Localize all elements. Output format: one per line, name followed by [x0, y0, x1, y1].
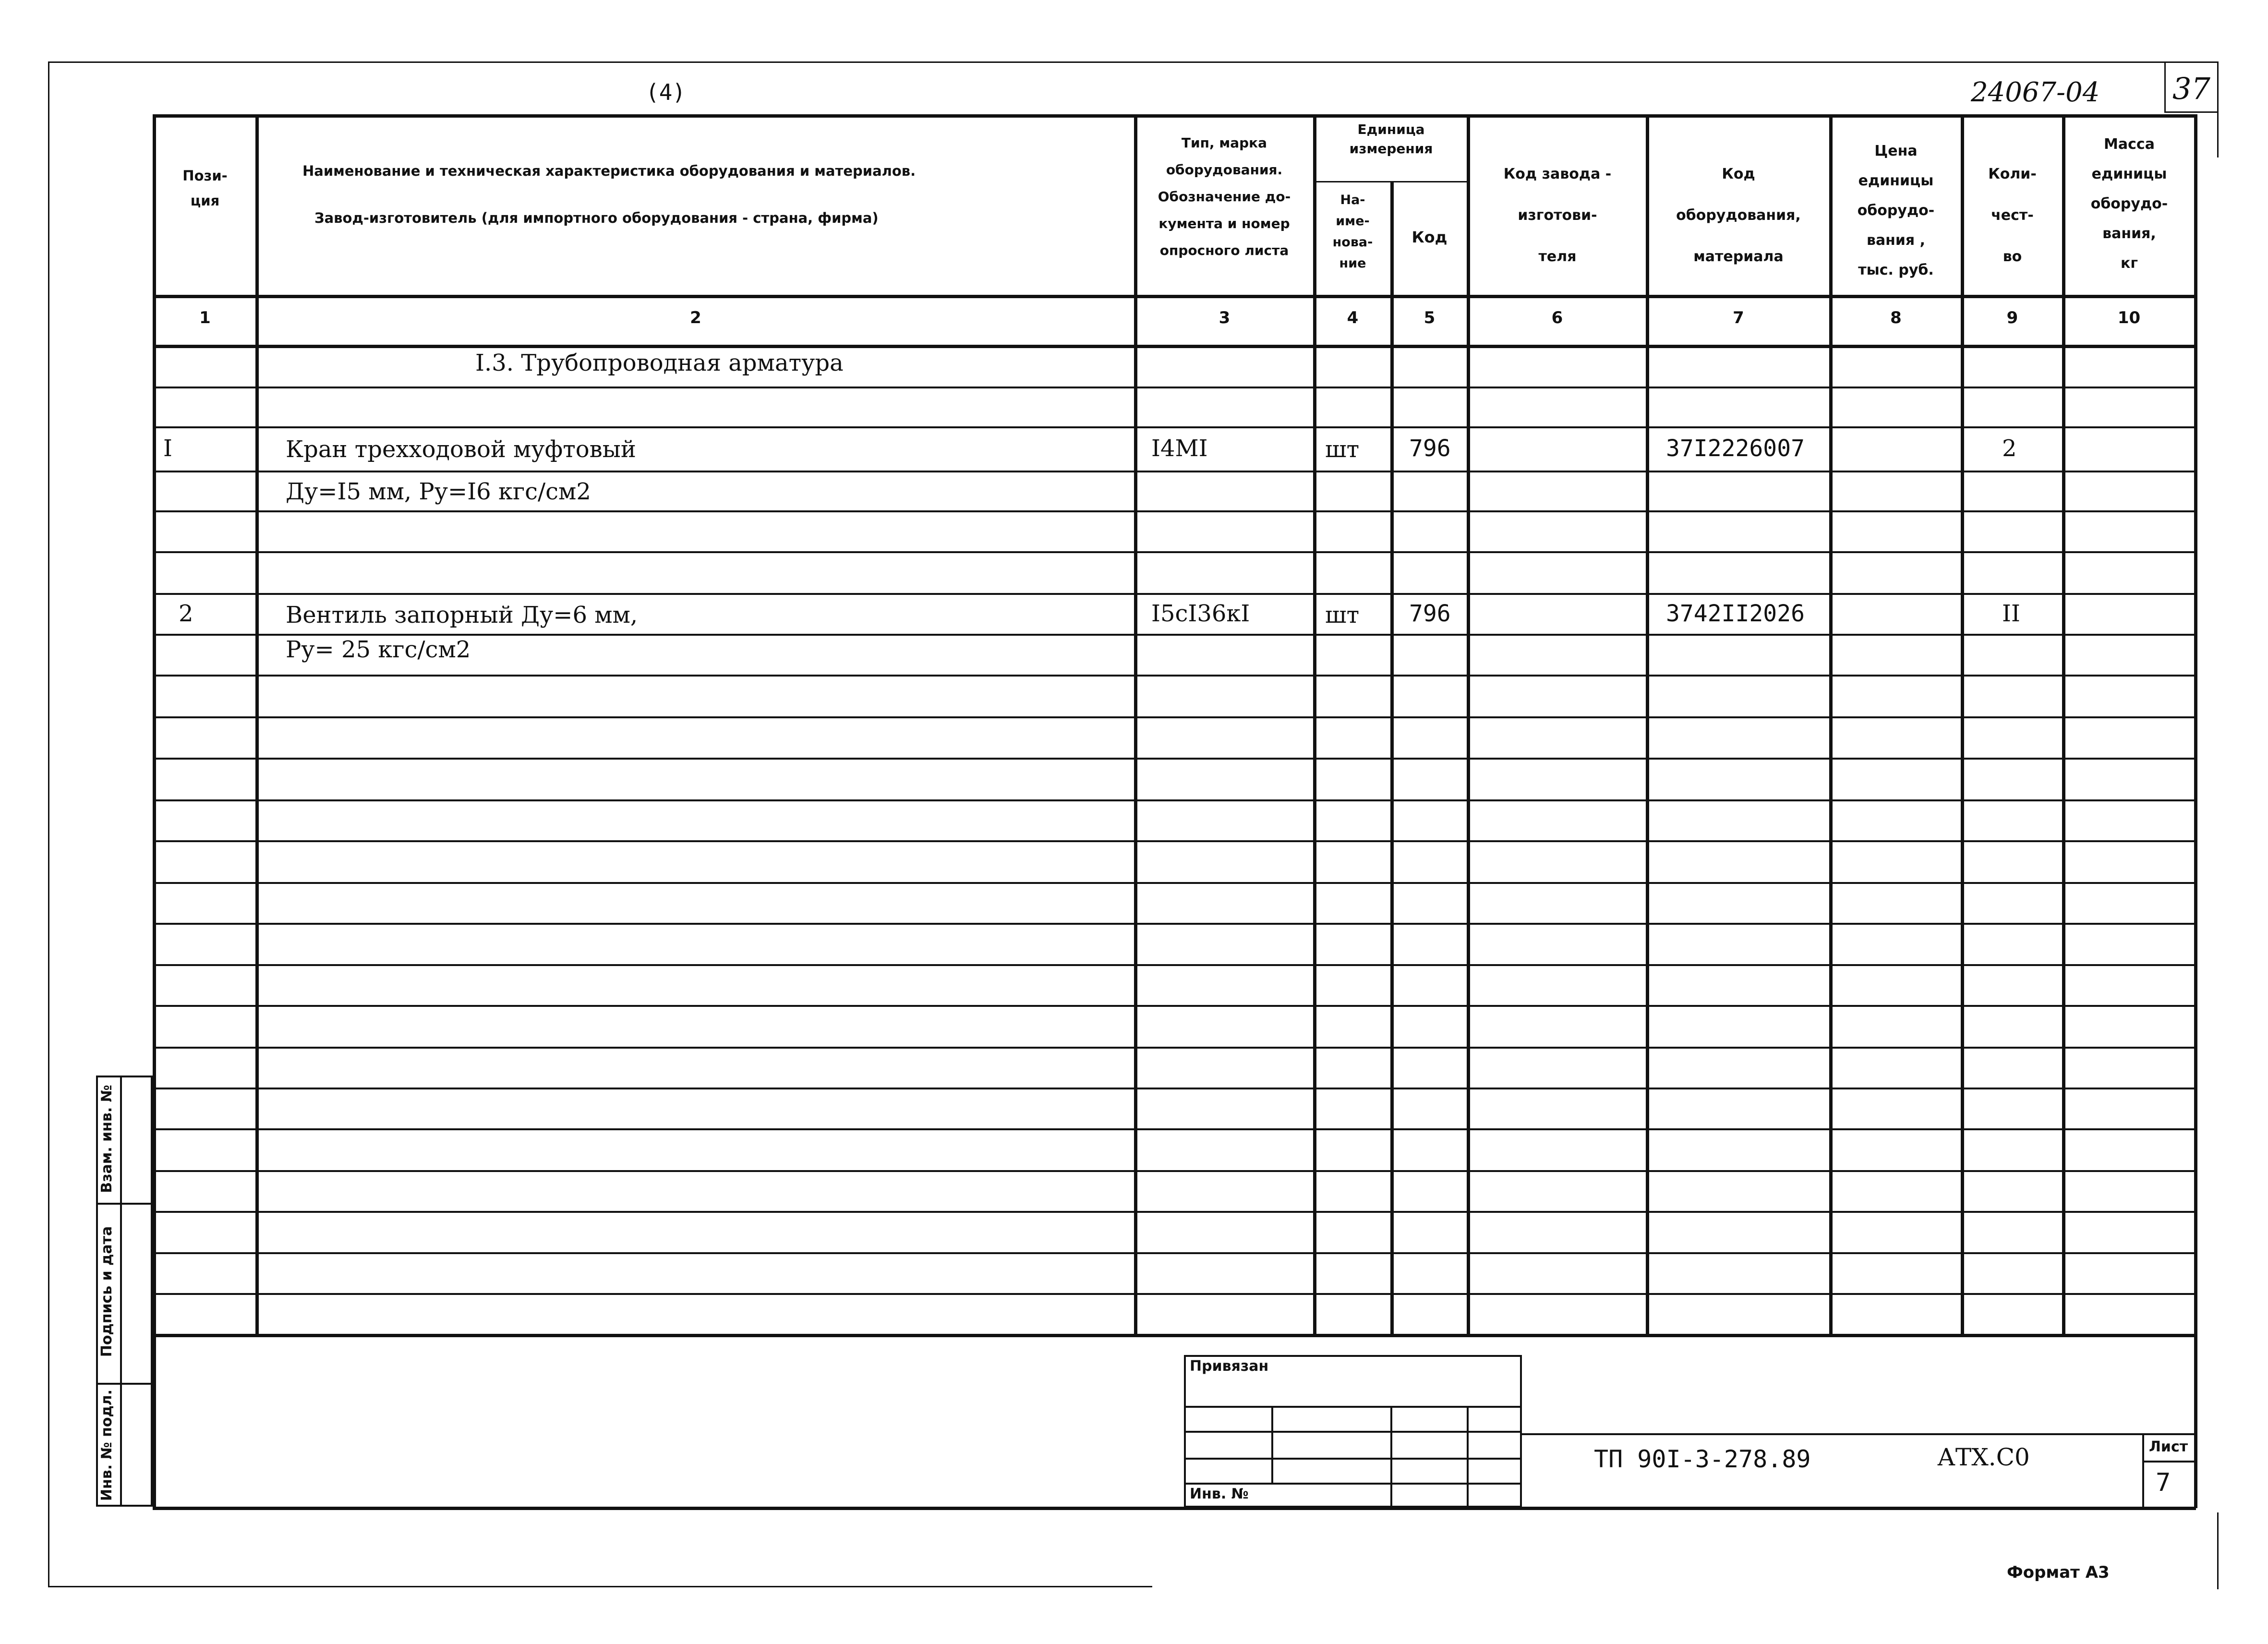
col-number: 10 [2117, 308, 2141, 327]
title-block-code: АТХ.С0 [1937, 1443, 2030, 1471]
numbers-bottom-line [153, 345, 2196, 348]
table-bottom-line [153, 1334, 2196, 1337]
row-line [153, 675, 2196, 677]
col-line-3 [1313, 114, 1316, 1335]
item-1-name-line1: Кран трехходовой муфтовый [286, 436, 636, 463]
col-header-position: Пози- ция [182, 168, 228, 209]
title-block-top [1522, 1433, 2196, 1435]
row-line [153, 634, 2196, 636]
row-line [153, 923, 2196, 925]
col-line-9 [2062, 114, 2065, 1335]
binding-box-line [1184, 1406, 1522, 1408]
col-line-6 [1646, 114, 1649, 1335]
item-1-unit-name: шт [1325, 436, 1360, 463]
row-line [153, 387, 2196, 388]
frame-right-upper [2217, 61, 2219, 157]
col-number: 8 [1890, 308, 1902, 327]
item-1-equipment-code: 37I2226007 [1666, 435, 1805, 462]
col-header-equipment-code: Код оборудования, материала [1676, 166, 1801, 265]
row-line [153, 551, 2196, 553]
document-number: 24067-04 [1971, 77, 2100, 108]
section-title: I.3. Трубопроводная арматура [475, 350, 844, 376]
row-line [153, 593, 2196, 595]
binding-box-line [1184, 1458, 1522, 1460]
row-line [153, 840, 2196, 842]
col-line-5 [1467, 114, 1470, 1335]
col-header-unit-name: На- име- нова- ние [1332, 193, 1373, 271]
col-line-2 [1134, 114, 1137, 1335]
col-header-manufacturer-code: Код завода - изготови- теля [1503, 166, 1612, 265]
item-2-quantity: II [2002, 600, 2020, 627]
table-right-border [2194, 114, 2197, 1508]
row-line [153, 758, 2196, 760]
binding-box-line [1184, 1431, 1522, 1433]
row-line [153, 1170, 2196, 1172]
item-2-name-line1: Вентиль запорный Ду=6 мм, [286, 602, 638, 629]
binding-box-col [1467, 1406, 1469, 1508]
row-line [153, 426, 2196, 428]
frame-right-lower [2217, 1512, 2219, 1589]
col-line-8 [1961, 114, 1964, 1335]
row-line [153, 799, 2196, 801]
page-number-box-bottom [2164, 111, 2218, 113]
binding-box-title: Привязан [1190, 1358, 1269, 1375]
binding-box-col [1390, 1406, 1392, 1508]
frame-bottom [48, 1586, 1152, 1587]
item-1-unit-code: 796 [1409, 435, 1451, 462]
row-line [153, 1047, 2196, 1049]
item-2-name-line2: Ру= 25 кгс/см2 [286, 636, 471, 663]
row-line [153, 1088, 2196, 1089]
stamp-replacement-inv: Взам. инв. № [98, 1085, 115, 1193]
col-header-unit-code: Код [1411, 228, 1448, 246]
stamp-original-inv: Инв. № подл. [98, 1389, 115, 1501]
item-2-unit-code: 796 [1409, 600, 1451, 627]
side-stamp-divider [120, 1076, 122, 1507]
col-header-unit-group: Единица измерения [1349, 121, 1433, 157]
binding-box-inv: Инв. № [1190, 1486, 1249, 1502]
page-number: 37 [2172, 71, 2210, 106]
item-2-position: 2 [179, 600, 193, 627]
col-header-name-line2: Завод-изготовитель (для импортного оборудования - страна, фирма) [314, 210, 879, 226]
page-number-box-left [2164, 61, 2166, 112]
item-1-quantity: 2 [2002, 435, 2017, 462]
col-number: 6 [1551, 308, 1563, 327]
sheet-label-divider [2142, 1433, 2144, 1508]
item-2-unit-name: шт [1325, 602, 1360, 629]
header-bottom-line [153, 295, 2196, 298]
row-line [153, 1211, 2196, 1213]
item-1-name-line2: Ду=I5 мм, Ру=I6 кгс/см2 [286, 478, 591, 505]
stamp-signature-date: Подпись и дата [98, 1226, 115, 1357]
col-number: 4 [1347, 308, 1359, 327]
item-1-position: I [163, 435, 172, 462]
row-line [153, 1252, 2196, 1254]
binding-box-line [1184, 1483, 1522, 1485]
item-2-type: I5cI36кI [1151, 600, 1250, 627]
sheet-label: Лист [2149, 1438, 2188, 1455]
col-number: 5 [1424, 308, 1436, 327]
row-line [153, 964, 2196, 966]
sheet-label-line [2142, 1461, 2196, 1463]
item-2-equipment-code: 3742II2026 [1666, 600, 1805, 627]
col-header-type: Тип, марка оборудования. Обозначение до- кумента и номер опросного листа [1158, 135, 1291, 258]
col-number: 7 [1733, 308, 1744, 327]
col-number: 2 [690, 308, 701, 327]
col-line-4 [1390, 181, 1394, 1335]
col-header-unit-price: Цена единицы оборудо- вания , тыс. руб. [1857, 143, 1935, 278]
col-line-1 [255, 114, 259, 1335]
row-line [153, 1005, 2196, 1007]
frame-left [48, 61, 49, 1586]
unit-subheader-line [1313, 181, 1467, 182]
col-number: 9 [2006, 308, 2018, 327]
sheet-tag: (4) [646, 79, 686, 105]
row-line [153, 1128, 2196, 1130]
col-header-name-line1: Наименование и техническая характеристика оборудования и материалов. [302, 163, 916, 179]
row-line [153, 510, 2196, 512]
row-line [153, 471, 2196, 472]
title-block-designation: ТП 90I-3-278.89 [1594, 1445, 1811, 1473]
col-number: 3 [1218, 308, 1231, 327]
col-header-mass: Масса единицы оборудо- вания, кг [2090, 136, 2168, 272]
binding-box-col [1271, 1406, 1273, 1483]
col-header-quantity: Коли- чест- во [1988, 166, 2037, 265]
sheet-bottom-border [153, 1507, 2196, 1510]
sheet-number: 7 [2156, 1468, 2171, 1497]
item-1-type: I4MI [1151, 435, 1208, 462]
col-line-7 [1829, 114, 1833, 1335]
row-line [153, 716, 2196, 718]
frame-top [48, 61, 2218, 63]
row-line [153, 882, 2196, 884]
col-number: 1 [199, 308, 211, 327]
row-line [153, 1293, 2196, 1295]
table-top-border [153, 114, 2196, 118]
format-label: Формат А3 [2007, 1563, 2110, 1582]
